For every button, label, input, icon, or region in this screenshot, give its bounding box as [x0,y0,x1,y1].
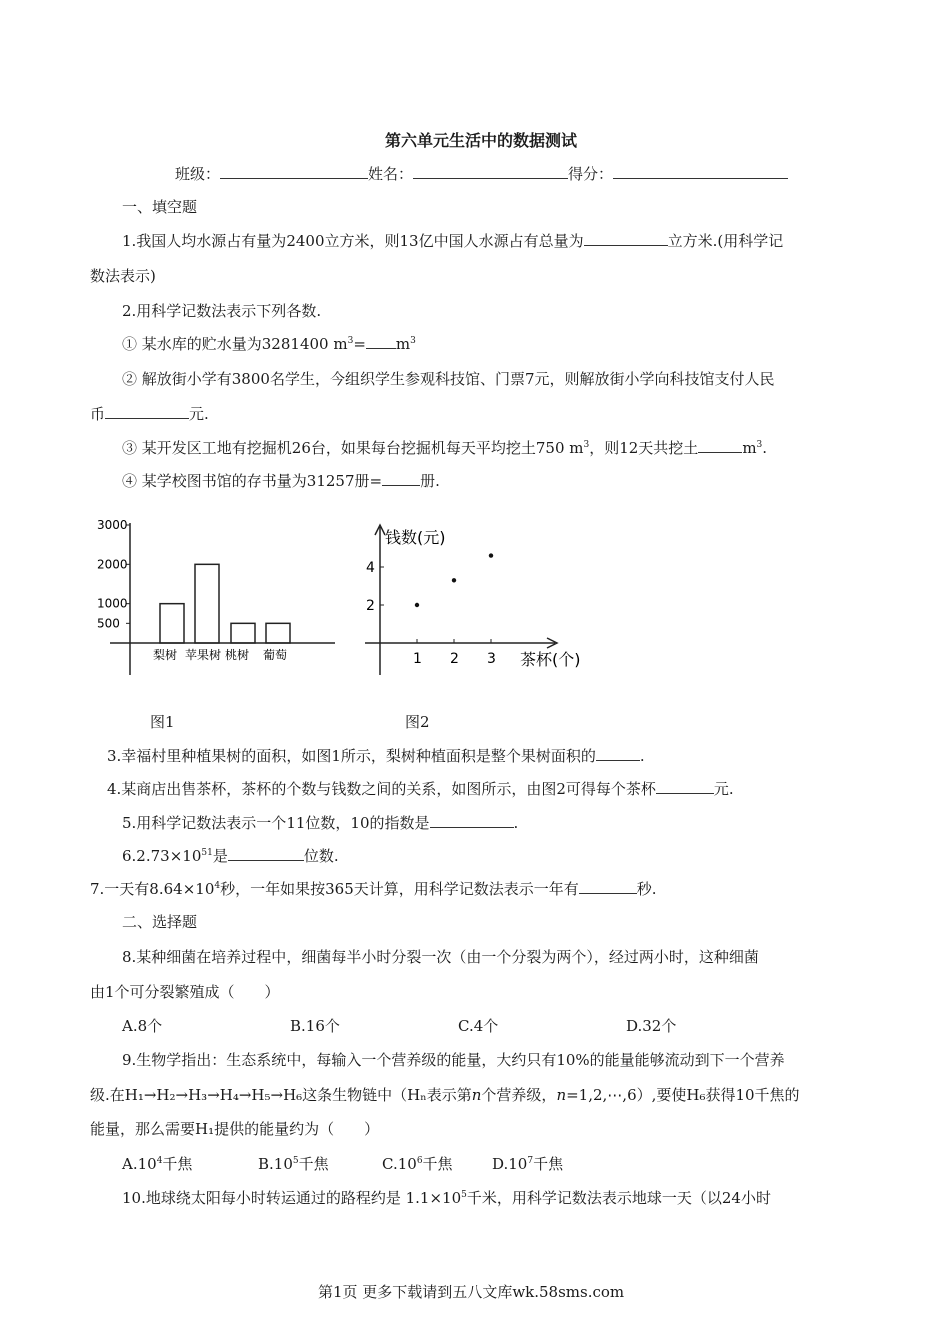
question-8: 8.某种细菌在培养过程中，细菌每半小时分裂一次（由一个分裂为两个），经过两小时，这种细菌 [122,948,759,966]
q5-blank [430,813,514,828]
q10-text-2: 千米，用科学记数法表示地球一天（以24小时 [466,1189,771,1207]
q2-3-unit: m [742,439,757,457]
q6-blank [228,846,304,861]
fig1-ytick-label: 2000 [97,557,128,572]
q7-text-2: 秒，一年如果按365天计算，用科学记数法表示一年有 [220,880,579,898]
question-3 [107,745,645,766]
fig2-points [415,553,493,607]
fig1-bar [195,564,219,643]
q9-text-2: 个营养级， [481,1086,557,1104]
figure-2-caption: 图2 [405,713,430,731]
question-2-2-cont [90,403,209,424]
q2-1-text: ① 某水库的贮水量为3281400 m [122,335,348,353]
fig2-point [489,553,493,557]
question-2-4 [122,470,440,491]
question-9: 9.生物学指出：生态系统中，每输入一个营养级的能量，大约只有10%的能量能够流动到下一个营养 [122,1051,785,1069]
q7-text: 7.一天有8.64×10 [90,880,215,898]
q9-b-pre: B.10 [258,1155,293,1173]
question-8-cont: 由1个可分裂繁殖成（ ） [90,983,280,1001]
section-heading-choice: 二、选择题 [122,913,198,931]
class-blank [220,164,368,179]
q9-c-sup: 6 [416,1156,423,1166]
q2-1-eq: = [353,335,366,353]
q2-4-text-2: 册. [420,472,440,490]
q3-blank [596,746,640,761]
q5-text: 5.用科学记数法表示一个11位数，10的指数是 [122,814,430,832]
fig1-xtick-label: 苹果树 [185,648,222,662]
fig2-ytick-label: 2 [366,598,375,614]
q2-4-text: ④ 某学校图书馆的存书量为31257册= [122,472,383,490]
q9-c-pre: C.10 [382,1155,417,1173]
q6-end: 位数. [303,847,339,865]
q2-1-blank [366,334,396,349]
question-4 [107,778,734,799]
question-2-2: ② 解放街小学有3800名学生，今组织学生参观科技馆、门票7元，则解放街小学向科技馆支付人民 [122,370,775,388]
q9-a-post: 千焦 [162,1155,193,1173]
q7-sup: 4 [214,881,221,891]
q9-option-c [382,1153,453,1174]
q3-text: 3.幸福村里种植果树的面积，如图1所示，梨树种植面积是整个果树面积的 [107,747,596,765]
q2-2-text-2: 元. [189,405,209,423]
q2-2-text: 币 [90,405,106,423]
q4-end: 元. [713,780,734,798]
fig1-bars [160,564,290,643]
fig2-xtick-label: 1 [413,651,422,667]
fig1-ytick-label: 3000 [97,518,128,532]
q9-n2: n [556,1086,567,1104]
q1-continued: 数法表示) [90,267,156,285]
q9-option-a [122,1153,192,1174]
q2-3-sup2: 3 [756,440,763,450]
question-2: 2.用科学记数法表示下列各数. [122,302,322,320]
q9-d-post: 千焦 [533,1155,564,1173]
q3-end: . [639,747,645,765]
name-label: 姓名： [368,165,414,183]
q9-a-sup: 4 [156,1156,163,1166]
question-5 [122,812,518,833]
q8-option-b: B.16个 [290,1017,340,1035]
q9-text: 级.在H₁→H₂→H₃→H₄→H₅→H₆这条生物链中（Hₙ表示第 [90,1086,472,1104]
figure-2-chart [355,515,595,680]
fig2-xlabel: 茶杯(个) [520,650,581,669]
q10-sup: 5 [461,1190,467,1200]
q9-b-sup: 5 [292,1156,299,1166]
q2-3-text-2: ，则12天共挖土 [589,439,699,457]
q1-text-2: 立方米.(用科学记 [667,232,784,250]
q9-c-post: 千焦 [422,1155,453,1173]
fig2-point [452,578,456,582]
q1-text: 1.我国人均水源占有量为2400立方米，则13亿中国人水源占有总量为 [122,232,584,250]
class-label: 班级： [175,165,221,183]
page-footer: 第1页 更多下载请到五八文库wk.58sms.com [318,1283,625,1301]
question-7 [90,878,657,899]
q9-d-pre: D.10 [492,1155,528,1173]
q9-d-sup: 7 [527,1156,534,1166]
question-2-1 [122,333,416,354]
q4-text: 4.某商店出售茶杯，茶杯的个数与钱数之间的关系，如图所示，由图2可得每个茶杯 [107,780,656,798]
q4-blank [656,779,714,794]
score-blank [613,164,788,179]
q2-3-blank [698,438,742,453]
figure-1-chart [95,515,345,680]
fig1-ytick-label: 500 [97,616,120,631]
page-title: 第六单元生活中的数据测试 [385,131,578,150]
q2-1-unit: m [395,335,411,353]
q2-3-end: . [762,439,768,457]
q9-n: n [471,1086,482,1104]
q7-end: 秒. [636,880,657,898]
question-2-3 [122,437,767,458]
q9-a-pre: A.10 [122,1155,157,1173]
q5-end: . [513,814,519,832]
q6-sup: 51 [201,848,213,858]
fig1-xlabels [153,647,287,662]
question-1 [122,230,783,251]
q7-blank [579,879,637,894]
q9-option-b [258,1153,329,1174]
q2-3-sup: 3 [583,440,590,450]
fig1-bar [231,623,255,643]
fig1-xtick-label: 梨树 [153,648,178,662]
score-label: 得分： [568,165,614,183]
question-6 [122,845,339,866]
q1-blank [584,231,668,246]
question-9-cont-2: 能量，那么需要H₁提供的能量约为（ ） [90,1120,380,1138]
q2-3-text: ③ 某开发区工地有挖掘机26台，如果每台挖掘机每天平均挖土750 m [122,439,584,457]
q9-b-post: 千焦 [298,1155,329,1173]
q2-1-sup2: 3 [410,336,416,346]
fig1-bar [160,604,184,643]
q8-option-d: D.32个 [626,1017,677,1035]
fig2-point [415,603,419,607]
q2-1-sup: 3 [347,336,354,346]
fig1-ytick-label: 1000 [97,596,128,611]
name-blank [413,164,568,179]
q9-text-3: =1,2,⋯,6）,要使H₆获得10千焦的 [566,1086,800,1104]
figure-1-caption: 图1 [150,713,175,731]
question-10 [122,1187,771,1208]
fig1-yticks [97,518,130,630]
q6-text: 6.2.73×10 [122,847,202,865]
q6-text-2: 是 [212,847,228,865]
fig1-xtick-label: 桃树 [225,648,250,662]
header-info [175,163,788,184]
fig2-ytick-label: 4 [366,560,375,576]
fig2-ticks [366,560,496,667]
fig2-ylabel: 钱数(元) [385,528,446,547]
q10-text: 10.地球绕太阳每小时转运通过的路程约是 1.1×10 [122,1189,462,1207]
q8-option-a: A.8个 [122,1017,163,1035]
q8-option-c: C.4个 [458,1017,499,1035]
q2-4-blank [382,471,420,486]
fig2-xtick-label: 3 [487,651,496,667]
q2-2-blank [105,404,189,419]
fig1-xtick-label: 葡萄 [263,648,288,662]
fig2-xtick-label: 2 [450,651,459,667]
fig1-bar [266,623,290,643]
question-9-cont [90,1084,800,1105]
q9-option-d [492,1153,563,1174]
section-heading-fill: 一、填空题 [122,198,198,216]
